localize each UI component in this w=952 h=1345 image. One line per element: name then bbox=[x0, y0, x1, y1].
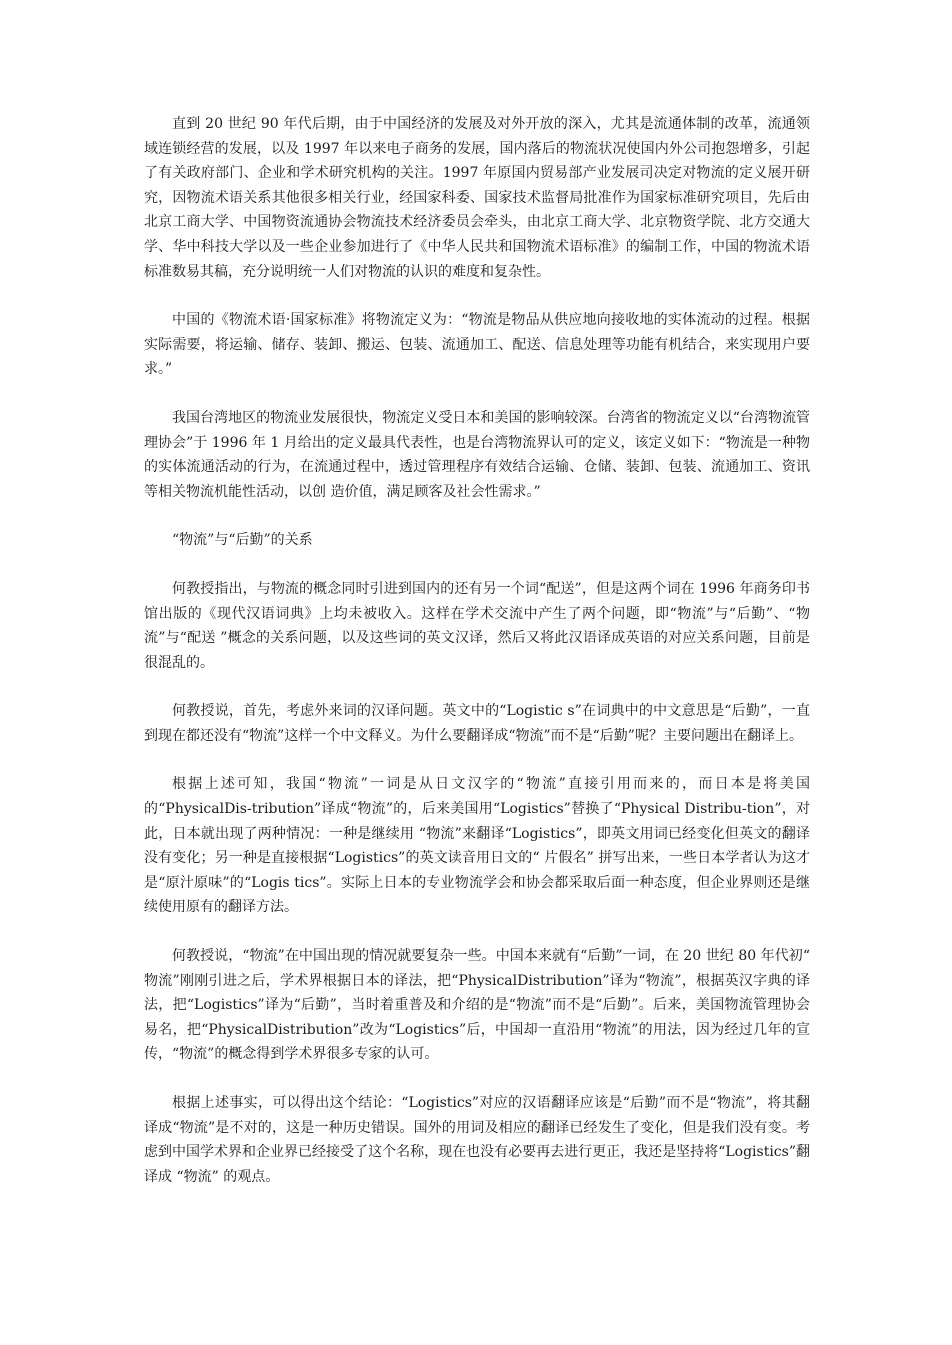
paragraph-2: 中国的《物流术语·国家标准》将物流定义为：“物流是物品从供应地向接收地的实体流动的过程。根据实际需要，将运输、储存、装卸、搬运、包装、流通加工、配送、信息处理等功能有机结合，来实现用户要求。” bbox=[144, 312, 810, 378]
paragraph-7: 何教授说，“物流”在中国出现的情况就要复杂一些。中国本来就有“后勤”一词，在 20 世纪 80 年代初“ 物流”刚刚引进之后，学术界根据日本的译法，把“PhysicalDistribution”译为“物流”，根据英汉字典的译法，把“Logistics”译为“后勤”，当时着重普及和介绍的是“物流”而不是“后勤”。后来，美国物流管理协会易名，把“PhysicalDistribution”改为“Logistics”后，中国却一直沿用“物流”的用法，因为经过几年的宣传，“物流”的概念得到学术界很多专家的认可。 bbox=[144, 948, 810, 1063]
paragraph-6: 根据上述可知，我国“物流”一词是从日文汉字的“物流”直接引用而来的，而日本是将美国的“PhysicalDis-tribution”译成“物流”的，后来美国用“Logistics”替换了“Physical Distribu-tion”，对此，日本就出现了两种情况：一种是继续用 “物流”来翻译“Logistics”，即英文用词已经变化但英文的翻译没有变化；另一种是直接根据“Logistics”的英文读音用日文的“ 片假名” 拼写出来，一些日本学者认为这才是“原汁原味”的“Logis tics”。实际上日本的专业物流学会和协会都采取后面一种态度，但企业界则还是继续使用原有的翻译方法。 bbox=[144, 776, 810, 916]
paragraph-8: 根据上述事实，可以得出这个结论：“Logistics”对应的汉语翻译应该是“后勤”而不是“物流”，将其翻译成“物流”是不对的，这是一种历史错误。国外的用词及相应的翻译已经发生了变化，但是我们没有变。考虑到中国学术界和企业界已经接受了这个名称，现在也没有必要再去进行更正，我还是坚持将“Logistics”翻译成 “物流” 的观点。 bbox=[144, 1095, 810, 1185]
paragraph-3: 我国台湾地区的物流业发展很快，物流定义受日本和美国的影响较深。台湾省的物流定义以“台湾物流管理协会”于 1996 年 1 月给出的定义最具代表性，也是台湾物流界认可的定义，该定义如下：“物流是一种物的实体流通活动的行为，在流通过程中，透过管理程序有效结合运输、仓储、装卸、包装、流通加工、资讯等相关物流机能性活动，以创 造价值，满足顾客及社会性需求。” bbox=[144, 409, 810, 500]
paragraph-4: 何教授指出，与物流的概念同时引进到国内的还有另一个词“配送”，但是这两个词在 1996 年商务印书馆出版的《现代汉语词典》上均未被收入。这样在学术交流中产生了两个问题，即“物流”与“后勤”、“物流”与“配送 ”概念的关系问题，以及这些词的英文汉译，然后又将此汉语译成英语的对应关系问题，目前是很混乱的。 bbox=[144, 580, 810, 671]
document-body bbox=[144, 112, 810, 1213]
section-heading: “物流”与“后勤”的关系 bbox=[172, 532, 313, 549]
paragraph-5: 何教授说，首先，考虑外来词的汉译问题。英文中的“Logistic s”在词典中的中文意思是“后勤”，一直到现在都还没有“物流”这样一个中文释义。为什么要翻译成“物流”而不是“后勤”呢？主要问题出在翻译上。 bbox=[144, 703, 810, 744]
paragraph-1: 直到 20 世纪 90 年代后期，由于中国经济的发展及对外开放的深入，尤其是流通体制的改革，流通领域连锁经营的发展，以及 1997 年以来电子商务的发展，国内落后的物流状况使国内外公司抱怨增多，引起了有关政府部门、企业和学术研究机构的关注。1997 年原国内贸易部产业发展司决定对物流的定义展开研究，因物流术语关系其他很多相关行业，经国家科委、国家技术监督局批准作为国家标准研究项目，先后由北京工商大学、中国物资流通协会物流技术经济委员会牵头，由北京工商大学、北京物资学院、北方交通大学、华中科技大学以及一些企业参加进行了《中华人民共和国物流术语标准》的编制工作，中国的物流术语标准数易其稿，充分说明统一人们对物流的认识的难度和复杂性。 bbox=[144, 116, 810, 280]
